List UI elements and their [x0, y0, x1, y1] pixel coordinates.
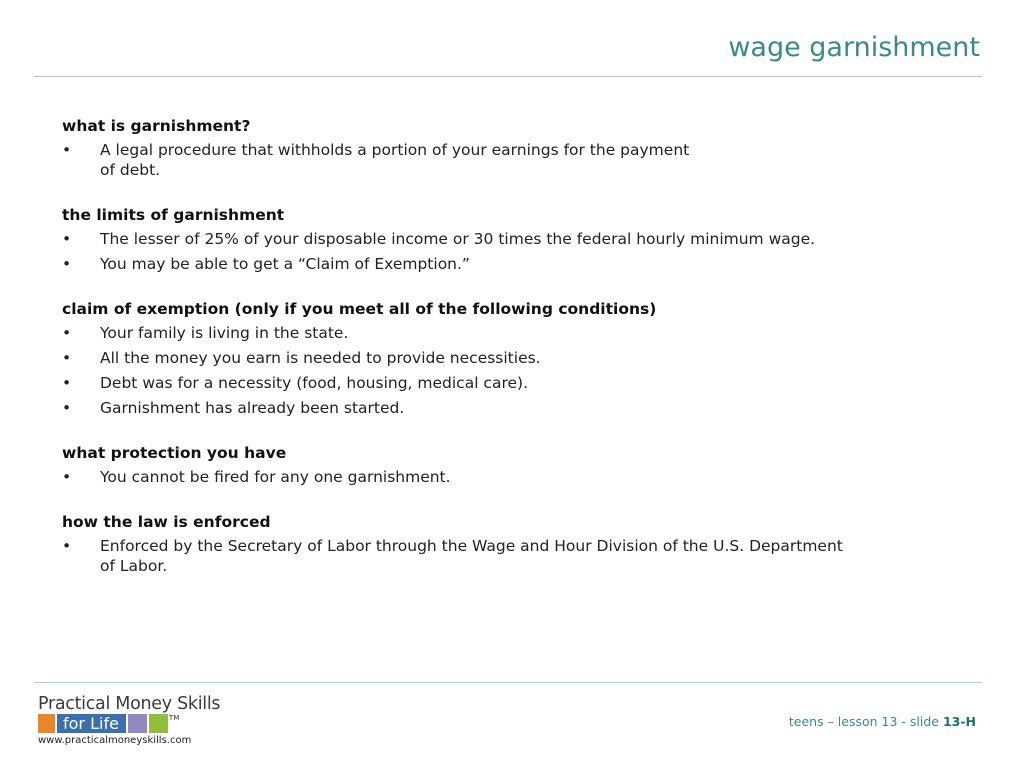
bullet-icon: •	[62, 349, 72, 367]
section-heading: how the law is enforced	[62, 513, 271, 531]
list-item	[62, 398, 942, 418]
section-what-is-garnishment	[62, 116, 942, 180]
section-heading: what protection you have	[62, 444, 287, 462]
list-item-text: Garnishment has already been started.	[100, 399, 405, 417]
bullet-list	[62, 140, 942, 180]
list-item-text: Debt was for a necessity (food, housing, medical care).	[100, 374, 528, 392]
list-item	[62, 254, 942, 274]
list-item-text: All the money you earn is needed to provide necessities.	[100, 349, 541, 367]
list-item	[62, 229, 942, 249]
bullet-icon: •	[62, 374, 72, 392]
section-heading: the limits of garnishment	[62, 206, 285, 224]
bullet-icon: •	[62, 537, 72, 555]
bullet-icon: •	[62, 468, 72, 486]
footer-divider	[34, 682, 982, 683]
slide-prefix: teens – lesson 13 - slide	[788, 714, 943, 729]
main-content	[62, 116, 942, 601]
bullet-list	[62, 323, 942, 418]
list-item	[62, 373, 942, 393]
slide-id: 13-H	[942, 714, 976, 729]
bullet-icon: •	[62, 230, 72, 248]
list-item-text: The lesser of 25% of your disposable income or 30 times the federal hourly minimum wage.	[100, 230, 816, 248]
bullet-icon: •	[62, 324, 72, 342]
list-item	[62, 348, 942, 368]
section-claim-of-exemption	[62, 299, 942, 418]
list-item-text: A legal procedure that withholds a portion of your earnings for the payment of debt.	[100, 141, 690, 179]
list-item	[62, 323, 942, 343]
logo-green-square	[149, 714, 168, 733]
bullet-list	[62, 536, 942, 576]
logo-for-life: for Life	[57, 714, 126, 733]
trademark-mark: TM	[168, 714, 180, 722]
page-title: wage garnishment	[728, 32, 980, 63]
bullet-list	[62, 467, 942, 487]
logo-color-bar	[38, 714, 179, 733]
logo-orange-square	[38, 714, 55, 733]
bullet-list	[62, 229, 942, 274]
list-item-text: Enforced by the Secretary of Labor through the Wage and Hour Division of the U.S. Department of Labor.	[100, 537, 843, 575]
bullet-icon: •	[62, 141, 72, 159]
slide-number	[789, 714, 976, 729]
logo-url: www.practicalmoneyskills.com	[38, 735, 192, 746]
list-item-text: Your family is living in the state.	[100, 324, 349, 342]
section-heading: claim of exemption (only if you meet all of the following conditions)	[62, 300, 657, 318]
logo-title: Practical Money Skills	[38, 694, 221, 714]
list-item	[62, 467, 942, 487]
section-limits-of-garnishment	[62, 205, 942, 274]
section-heading: what is garnishment?	[62, 117, 251, 135]
bullet-icon: •	[62, 399, 72, 417]
logo-purple-square	[128, 714, 147, 733]
list-item	[62, 140, 942, 180]
practical-money-skills-logo	[38, 694, 228, 750]
section-protection	[62, 443, 942, 487]
list-item-text: You may be able to get a “Claim of Exemption.”	[100, 255, 470, 273]
list-item-text: You cannot be fired for any one garnishment.	[100, 468, 451, 486]
list-item	[62, 536, 942, 576]
section-law-enforcement	[62, 512, 942, 576]
header-divider	[34, 76, 982, 77]
bullet-icon: •	[62, 255, 72, 273]
